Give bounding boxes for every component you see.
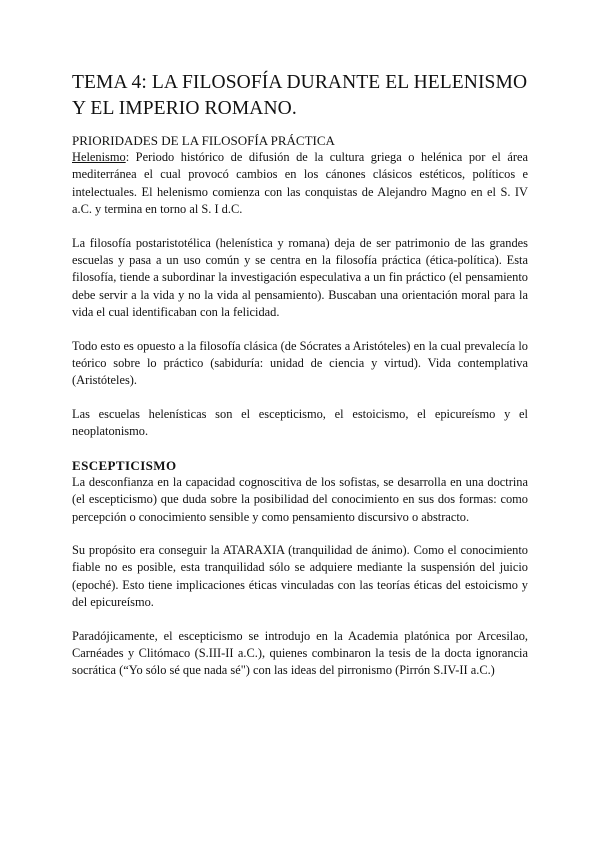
section-subtitle: PRIORIDADES DE LA FILOSOFÍA PRÁCTICA bbox=[72, 133, 335, 148]
intro-paragraph bbox=[72, 149, 528, 219]
paragraph-desconfianza: La desconfianza en la capacidad cognoscitiva de los sofistas, se desarrolla en una doctrina (el escepticismo) que duda sobre la posibilidad del conocimiento en sus dos formas: como percepción o conocimiento sensible y como pensamiento discursivo o abstracto. bbox=[72, 474, 528, 524]
page-title: TEMA 4: LA FILOSOFÍA DURANTE EL HELENISMO Y EL IMPERIO ROMANO. bbox=[72, 72, 528, 119]
paragraph-ataraxia: Su propósito era conseguir la ATARAXIA (tranquilidad de ánimo). Como el conocimiento fiable no es posible, esta tranquilidad sólo se adquiere mediante la suspensión del juicio (epoché). Esto tiene implicaciones éticas vinculadas con las teorías éticas del estoicismo y del epicureísmo. bbox=[72, 542, 528, 610]
paragraph-filosofia-clasica: Todo esto es opuesto a la filosofía clásica (de Sócrates a Aristóteles) en la cual prevalecía lo teórico sobre lo práctico (sabiduría: unidad de ciencia y virtud). Vida contemplativa (Aristóteles). bbox=[72, 338, 528, 388]
intro-text: : Periodo histórico de difusión de la cultura griega o helénica por el área mediterránea el cual provocó cambios en los cánones clásicos estéticos, políticos e intelectuales. El helenismo comienza con las conquistas de Alejandro Magno en el S. IV a.C. y termina en torno al S. I d.C. bbox=[72, 150, 528, 217]
paragraph-postaristotelica: La filosofía postaristotélica (helenística y romana) deja de ser patrimonio de las grandes escuelas y pasa a un uso común y se centra en la filosofía práctica (ética-política). Esta filosofía, tiende a subordinar la investigación especulativa a un fin práctico (el pensamiento debe servir a la vida y no la vida al pensamiento). Buscaban una orientación moral para la vida el cual identificaban con la felicidad. bbox=[72, 235, 528, 320]
paragraph-academia: Paradójicamente, el escepticismo se introdujo en la Academia platónica por Arcesilao, Carnéades y Clitómaco (S.III-II a.C.), quienes combinaron la tesis de la docta ignorancia socrática (“Yo sólo sé que nada sé") con las ideas del pirronismo (Pirrón S.IV-II a.C.) bbox=[72, 628, 528, 678]
helenismo-term: Helenismo bbox=[72, 150, 126, 164]
paragraph-escuelas: Las escuelas helenísticas son el escepticismo, el estoicismo, el epicureísmo y el neoplatonismo. bbox=[72, 406, 528, 439]
section-heading-escepticismo: ESCEPTICISMO bbox=[72, 457, 177, 473]
document-page bbox=[72, 70, 528, 680]
